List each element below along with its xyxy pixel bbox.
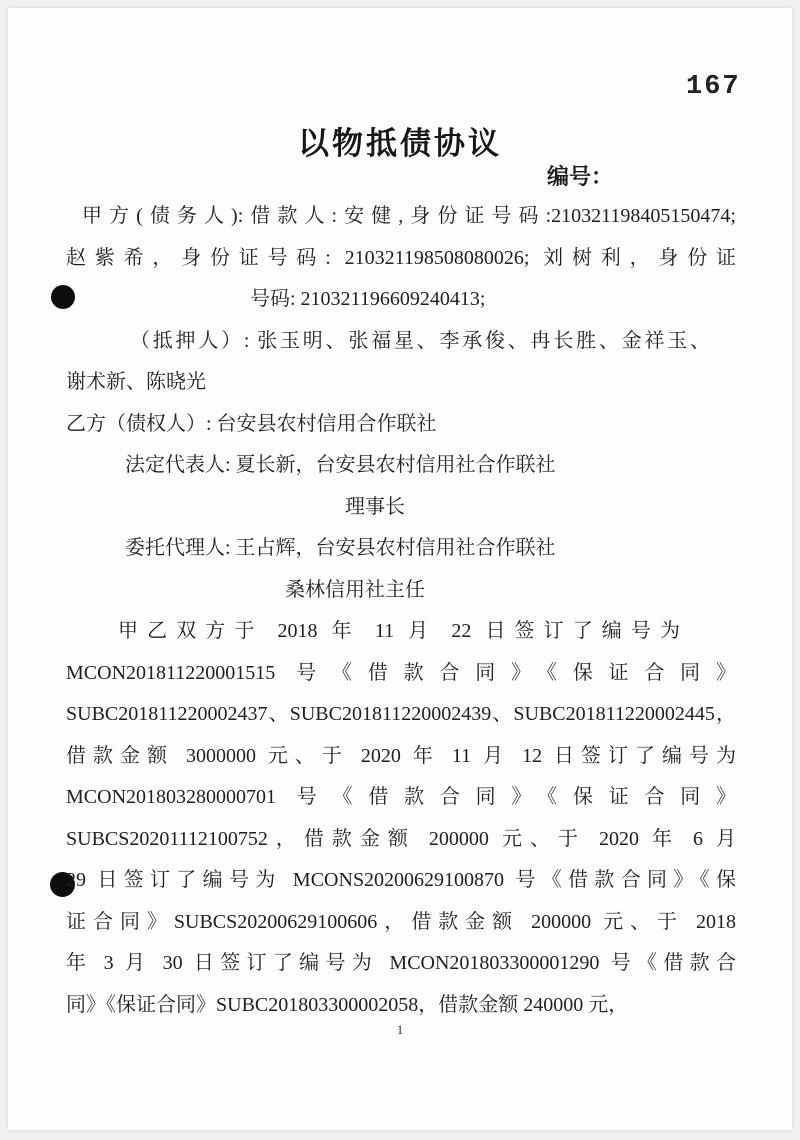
doc-line-paragraph: MCON201811220001515 号《借款合同》《保证合同》 bbox=[66, 661, 736, 684]
doc-line-paragraph: SUBCS20201112100752，借款金额 200000 元、于 2020 年 6 月 bbox=[66, 827, 736, 850]
document-number-label: 编号： bbox=[547, 164, 614, 189]
doc-line-id-number: 号码: 210321196609240413; bbox=[250, 288, 486, 310]
doc-line-paragraph: 同》《保证合同》SUBC201803300002058，借款金额 240000 元， bbox=[66, 993, 629, 1016]
document-page bbox=[8, 8, 792, 1130]
doc-line-authorized-agent: 委托代理人: 王占辉，台安县农村信用社合作联社 bbox=[125, 537, 556, 559]
doc-line-paragraph: 年 3 月 30 日签订了编号为 MCON201803300001290 号《借款合 bbox=[66, 952, 736, 974]
doc-line-mortgagors-continued: 谢术新、陈晓光 bbox=[66, 371, 206, 393]
doc-line-party-a: 甲方(债务人):借款人:安健,身份证号码:210321198405150474; bbox=[82, 205, 736, 227]
doc-line-party-a-continued: 赵紫希，身份证号码: 210321198508080026; 刘树利，身份证 bbox=[66, 246, 736, 269]
page-corner-number: 167 bbox=[686, 72, 741, 102]
doc-line-legal-representative: 法定代表人: 夏长新，台安县农村信用社合作联社 bbox=[125, 454, 556, 476]
document-body bbox=[66, 196, 736, 1026]
doc-line-agent-title: 桑林信用社主任 bbox=[285, 578, 425, 601]
document-title: 以物抵债协议 bbox=[298, 126, 502, 161]
doc-line-paragraph: 证合同》SUBCS20200629100606，借款金额 200000 元、于 2018 bbox=[66, 910, 736, 933]
doc-line-party-b: 乙方（债权人）: 台安县农村信用合作联社 bbox=[66, 412, 437, 435]
doc-line-paragraph: SUBC201811220002437、SUBC201811220002439、SUBC201811220002445， bbox=[66, 703, 736, 725]
doc-line-paragraph: 29 日签订了编号为 MCONS20200629100870 号《借款合同》《保 bbox=[66, 869, 736, 891]
doc-line-paragraph: MCON201803280000701 号《借款合同》《保证合同》 bbox=[66, 786, 736, 808]
doc-line-paragraph: 借款金额 3000000 元、于 2020 年 11 月 12 日签订了编号为 bbox=[66, 744, 736, 767]
doc-line-paragraph: 甲乙双方于 2018 年 11 月 22 日签订了编号为 bbox=[118, 620, 680, 642]
doc-line-chairman-title: 理事长 bbox=[345, 495, 405, 518]
doc-line-mortgagors: （抵押人）: 张玉明、张福星、李承俊、冉长胜、金祥玉、 bbox=[130, 329, 710, 352]
footer-page-number: 1 bbox=[396, 1022, 404, 1037]
